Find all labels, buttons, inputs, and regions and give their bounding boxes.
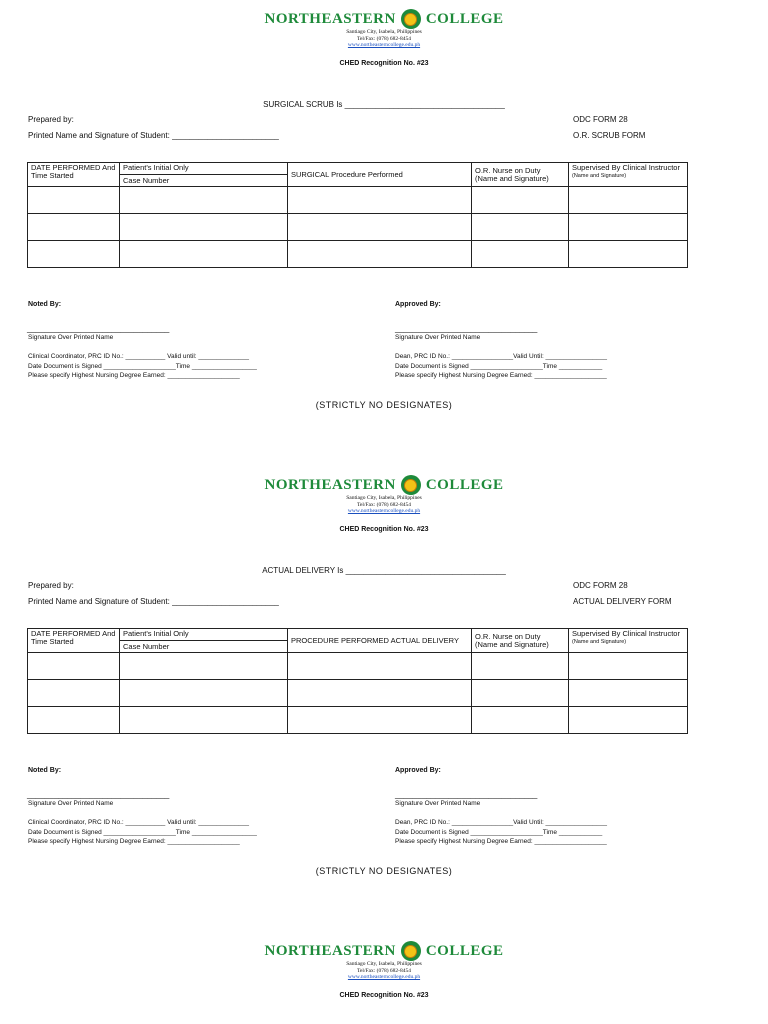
college-website-link[interactable]: www.northeasterncollege.edu.ph <box>347 42 421 48</box>
approved-signature-line[interactable]: ________________________________ <box>395 790 538 799</box>
college-seal-icon <box>401 941 421 961</box>
col-supervised-header: Supervised By Clinical Instructor (Name and Signature) <box>569 629 688 653</box>
college-website-link[interactable]: www.northeasterncollege.edu.ph <box>347 508 421 514</box>
logo-right-word: COLLEGE <box>425 10 504 27</box>
coordinator-prc-field[interactable]: Clinical Coordinator, PRC ID No.: ___________ Valid until: ______________ <box>28 819 250 826</box>
approved-signature-line[interactable]: ________________________________ <box>395 324 538 333</box>
table-row[interactable] <box>28 187 688 214</box>
noted-by-label: Noted By: <box>28 301 62 308</box>
logo-left-word: NORTHEASTERN <box>264 942 396 959</box>
logo-right-word: COLLEGE <box>425 942 504 959</box>
col-date-header: DATE PERFORMED And Time Started <box>28 629 120 653</box>
record-table <box>27 628 688 734</box>
coordinator-date-field[interactable]: Date Document is Signed ____________________Time __________________ <box>28 829 257 836</box>
signature-caption: Signature Over Printed Name <box>28 800 114 807</box>
col-procedure-header: SURGICAL Procedure Performed <box>288 163 472 187</box>
col-nurse-header: O.R. Nurse on Duty (Name and Signature) <box>472 629 569 653</box>
coordinator-degree-field[interactable]: Please specify Highest Nursing Degree Earned: ____________________ <box>28 838 240 845</box>
ched-recognition: CHED Recognition No. #23 <box>339 992 429 999</box>
col-patient-header: Patient's Initial Only Case Number <box>120 629 288 653</box>
dean-date-field[interactable]: Date Document is Signed ____________________Time ____________ <box>395 363 603 370</box>
college-address: Santiago City, Isabela, Philippines Tel/Fax: (078) 682-8454 www.northeasterncollege.edu.ph <box>0 495 768 515</box>
strictly-no-designates: (STRICTLY NO DESIGNATES) <box>315 866 453 876</box>
table-row[interactable] <box>28 241 688 268</box>
college-logo <box>0 941 768 961</box>
prepared-by-label: Prepared by: <box>28 115 74 124</box>
dean-prc-field[interactable]: Dean, PRC ID No.: _________________Valid Until: _________________ <box>395 819 608 826</box>
dean-date-field[interactable]: Date Document is Signed ____________________Time ____________ <box>395 829 603 836</box>
signature-caption: Signature Over Printed Name <box>395 800 481 807</box>
form-title: SURGICAL SCRUB Is ____________________________________ <box>263 100 505 109</box>
student-signature-field[interactable]: Printed Name and Signature of Student: ________________________ <box>28 597 279 606</box>
college-seal-icon <box>401 9 421 29</box>
col-date-header: DATE PERFORMED And Time Started <box>28 163 120 187</box>
form-title: ACTUAL DELIVERY Is ____________________________________ <box>262 566 506 575</box>
prepared-by-label: Prepared by: <box>28 581 74 590</box>
col-procedure-header: PROCEDURE PERFORMED ACTUAL DELIVERY <box>288 629 472 653</box>
logo-right-word: COLLEGE <box>425 476 504 493</box>
student-signature-field[interactable]: Printed Name and Signature of Student: ________________________ <box>28 131 279 140</box>
form-section-1 <box>0 0 768 420</box>
ched-recognition: CHED Recognition No. #23 <box>339 60 429 67</box>
coordinator-date-field[interactable]: Date Document is Signed ____________________Time __________________ <box>28 363 257 370</box>
col-supervised-header: Supervised By Clinical Instructor (Name and Signature) <box>569 163 688 187</box>
noted-signature-line[interactable]: ________________________________ <box>27 324 170 333</box>
strictly-no-designates: (STRICTLY NO DESIGNATES) <box>315 400 453 410</box>
logo-left-word: NORTHEASTERN <box>264 476 396 493</box>
table-row[interactable] <box>28 214 688 241</box>
table-row[interactable] <box>28 680 688 707</box>
dean-degree-field[interactable]: Please specify Highest Nursing Degree Earned: ____________________ <box>395 372 607 379</box>
signature-caption: Signature Over Printed Name <box>28 334 114 341</box>
college-address: Santiago City, Isabela, Philippines Tel/Fax: (078) 682-8454 www.northeasterncollege.edu.ph <box>0 29 768 49</box>
college-seal-icon <box>401 475 421 495</box>
table-row[interactable] <box>28 707 688 734</box>
ched-recognition: CHED Recognition No. #23 <box>339 526 429 533</box>
form-number: ODC FORM 28 <box>573 581 628 590</box>
col-patient-header: Patient's Initial Only Case Number <box>120 163 288 187</box>
form-name: O.R. SCRUB FORM <box>573 131 646 140</box>
signature-caption: Signature Over Printed Name <box>395 334 481 341</box>
table-row[interactable] <box>28 653 688 680</box>
noted-signature-line[interactable]: ________________________________ <box>27 790 170 799</box>
college-address: Santiago City, Isabela, Philippines Tel/Fax: (078) 682-8454 www.northeasterncollege.edu.ph <box>0 961 768 981</box>
form-number: ODC FORM 28 <box>573 115 628 124</box>
college-logo <box>0 475 768 495</box>
logo-left-word: NORTHEASTERN <box>264 10 396 27</box>
coordinator-prc-field[interactable]: Clinical Coordinator, PRC ID No.: ___________ Valid until: ______________ <box>28 353 250 360</box>
record-table <box>27 162 688 268</box>
dean-prc-field[interactable]: Dean, PRC ID No.: _________________Valid Until: _________________ <box>395 353 608 360</box>
form-section-3-header <box>0 932 768 1024</box>
college-website-link[interactable]: www.northeasterncollege.edu.ph <box>347 974 421 980</box>
college-logo <box>0 9 768 29</box>
form-name: ACTUAL DELIVERY FORM <box>573 597 672 606</box>
dean-degree-field[interactable]: Please specify Highest Nursing Degree Earned: ____________________ <box>395 838 607 845</box>
noted-by-label: Noted By: <box>28 767 62 774</box>
col-nurse-header: O.R. Nurse on Duty (Name and Signature) <box>472 163 569 187</box>
coordinator-degree-field[interactable]: Please specify Highest Nursing Degree Earned: ____________________ <box>28 372 240 379</box>
approved-by-label: Approved By: <box>395 767 441 774</box>
form-section-2 <box>0 466 768 886</box>
approved-by-label: Approved By: <box>395 301 441 308</box>
